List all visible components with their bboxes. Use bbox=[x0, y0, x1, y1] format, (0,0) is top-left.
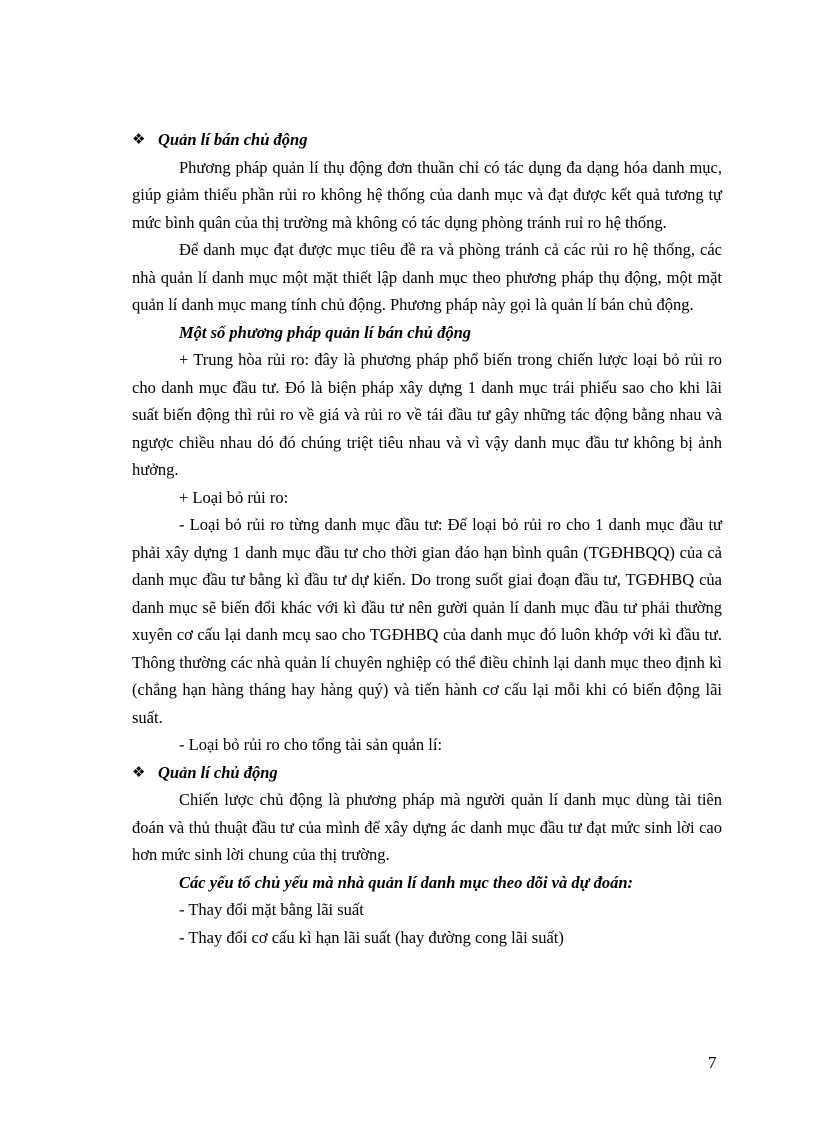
paragraph: Phương pháp quản lí thụ động đơn thuần chỉ có tác dụng đa dạng hóa danh mục, giúp giảm thiểu phần rủi ro không hệ thống của danh mục và đạt được kết quả tương tự mức bình quân của thị trường mà không có tác dụng phòng tránh ruỉ ro hệ thống. bbox=[132, 157, 722, 232]
diamond-bullet-icon: ❖ bbox=[132, 762, 146, 781]
paragraph: - Thay đổi cơ cấu kì hạn lãi suất (hay đường cong lãi suất) bbox=[179, 927, 564, 947]
section-heading-active-management bbox=[132, 759, 722, 787]
page-content bbox=[132, 126, 722, 951]
subheading-methods: Một số phương pháp quản lí bán chủ động bbox=[179, 322, 471, 342]
heading-text: Quản lí bán chủ động bbox=[158, 130, 308, 149]
heading-text: Quản lí chủ động bbox=[158, 762, 278, 782]
paragraph: + Trung hòa rủi ro: đây là phương pháp phổ biến trong chiến lược loại bỏ rủi ro cho danh mục đầu tư. Đó là biện pháp xây dựng 1 danh mục trái phiếu sao cho khi lãi suất biến động thì rủi ro về giá và rủi ro về tái đầu tư gây những tác động bằng nhau và ngược chiều nhau dó đó chúng triệt tiêu nhau và vì vậy danh mục đầu tư không bị ảnh hưởng. bbox=[132, 350, 722, 479]
page-number: 7 bbox=[708, 1053, 717, 1072]
paragraph: Để danh mục đạt được mục tiêu đề ra và phòng tránh cả các rủi ro hệ thống, các nhà quản lí danh mục một mặt thiết lập danh mục theo phương pháp thụ động, một mặt quản lí danh mục mang tính chủ động. Phương pháp này gọi là quản lí bán chủ động. bbox=[132, 240, 722, 314]
paragraph: - Thay đổi mặt bằng lãi suất bbox=[179, 900, 364, 919]
diamond-bullet-icon: ❖ bbox=[132, 130, 146, 148]
section-heading-semi-active-management bbox=[132, 126, 722, 154]
paragraph: + Loại bỏ rủi ro: bbox=[179, 487, 289, 507]
paragraph: - Loại bỏ rủi ro từng danh mục đầu tư: Để loại bỏ rủi ro cho 1 danh mục đầu tư phải xây dựng 1 danh mục đầu tư cho thời gian đáo hạn bình quân (TGĐHBQQ) của cả danh mục đầu tư bằng kì đầu tư dự kiến. Do trong suốt giai đoạn đầu tư, TGĐHBQ của danh mục sẽ biến đổi khác với kì đầu tư nên gười quản lí danh mục đầu tư phải thường xuyên cơ cấu lại danh mcụ sao cho TGĐHBQ của danh mục đó luôn khớp với kì đầu tư. Thông thường các nhà quản lí chuyên nghiệp có thể điều chỉnh lại danh mục theo định kì (chẳng hạn hàng tháng hay hàng quý) và tiến hành cơ cấu lại mỗi khi có biến động lãi suất. bbox=[132, 515, 722, 727]
paragraph: - Loại bỏ rủi ro cho tổng tài sản quản lí: bbox=[179, 735, 443, 754]
paragraph: Chiến lược chủ động là phương pháp mà người quản lí danh mục dùng tài tiên đoán và thủ thuật đầu tư của mình để xây dựng ác danh mục đầu tư đạt mức sinh lời cao hơn mức sinh lời chung của thị trường. bbox=[132, 790, 722, 864]
subheading-factors: Các yếu tố chủ yếu mà nhà quản lí danh mục theo dõi và dự đoán: bbox=[179, 872, 634, 892]
